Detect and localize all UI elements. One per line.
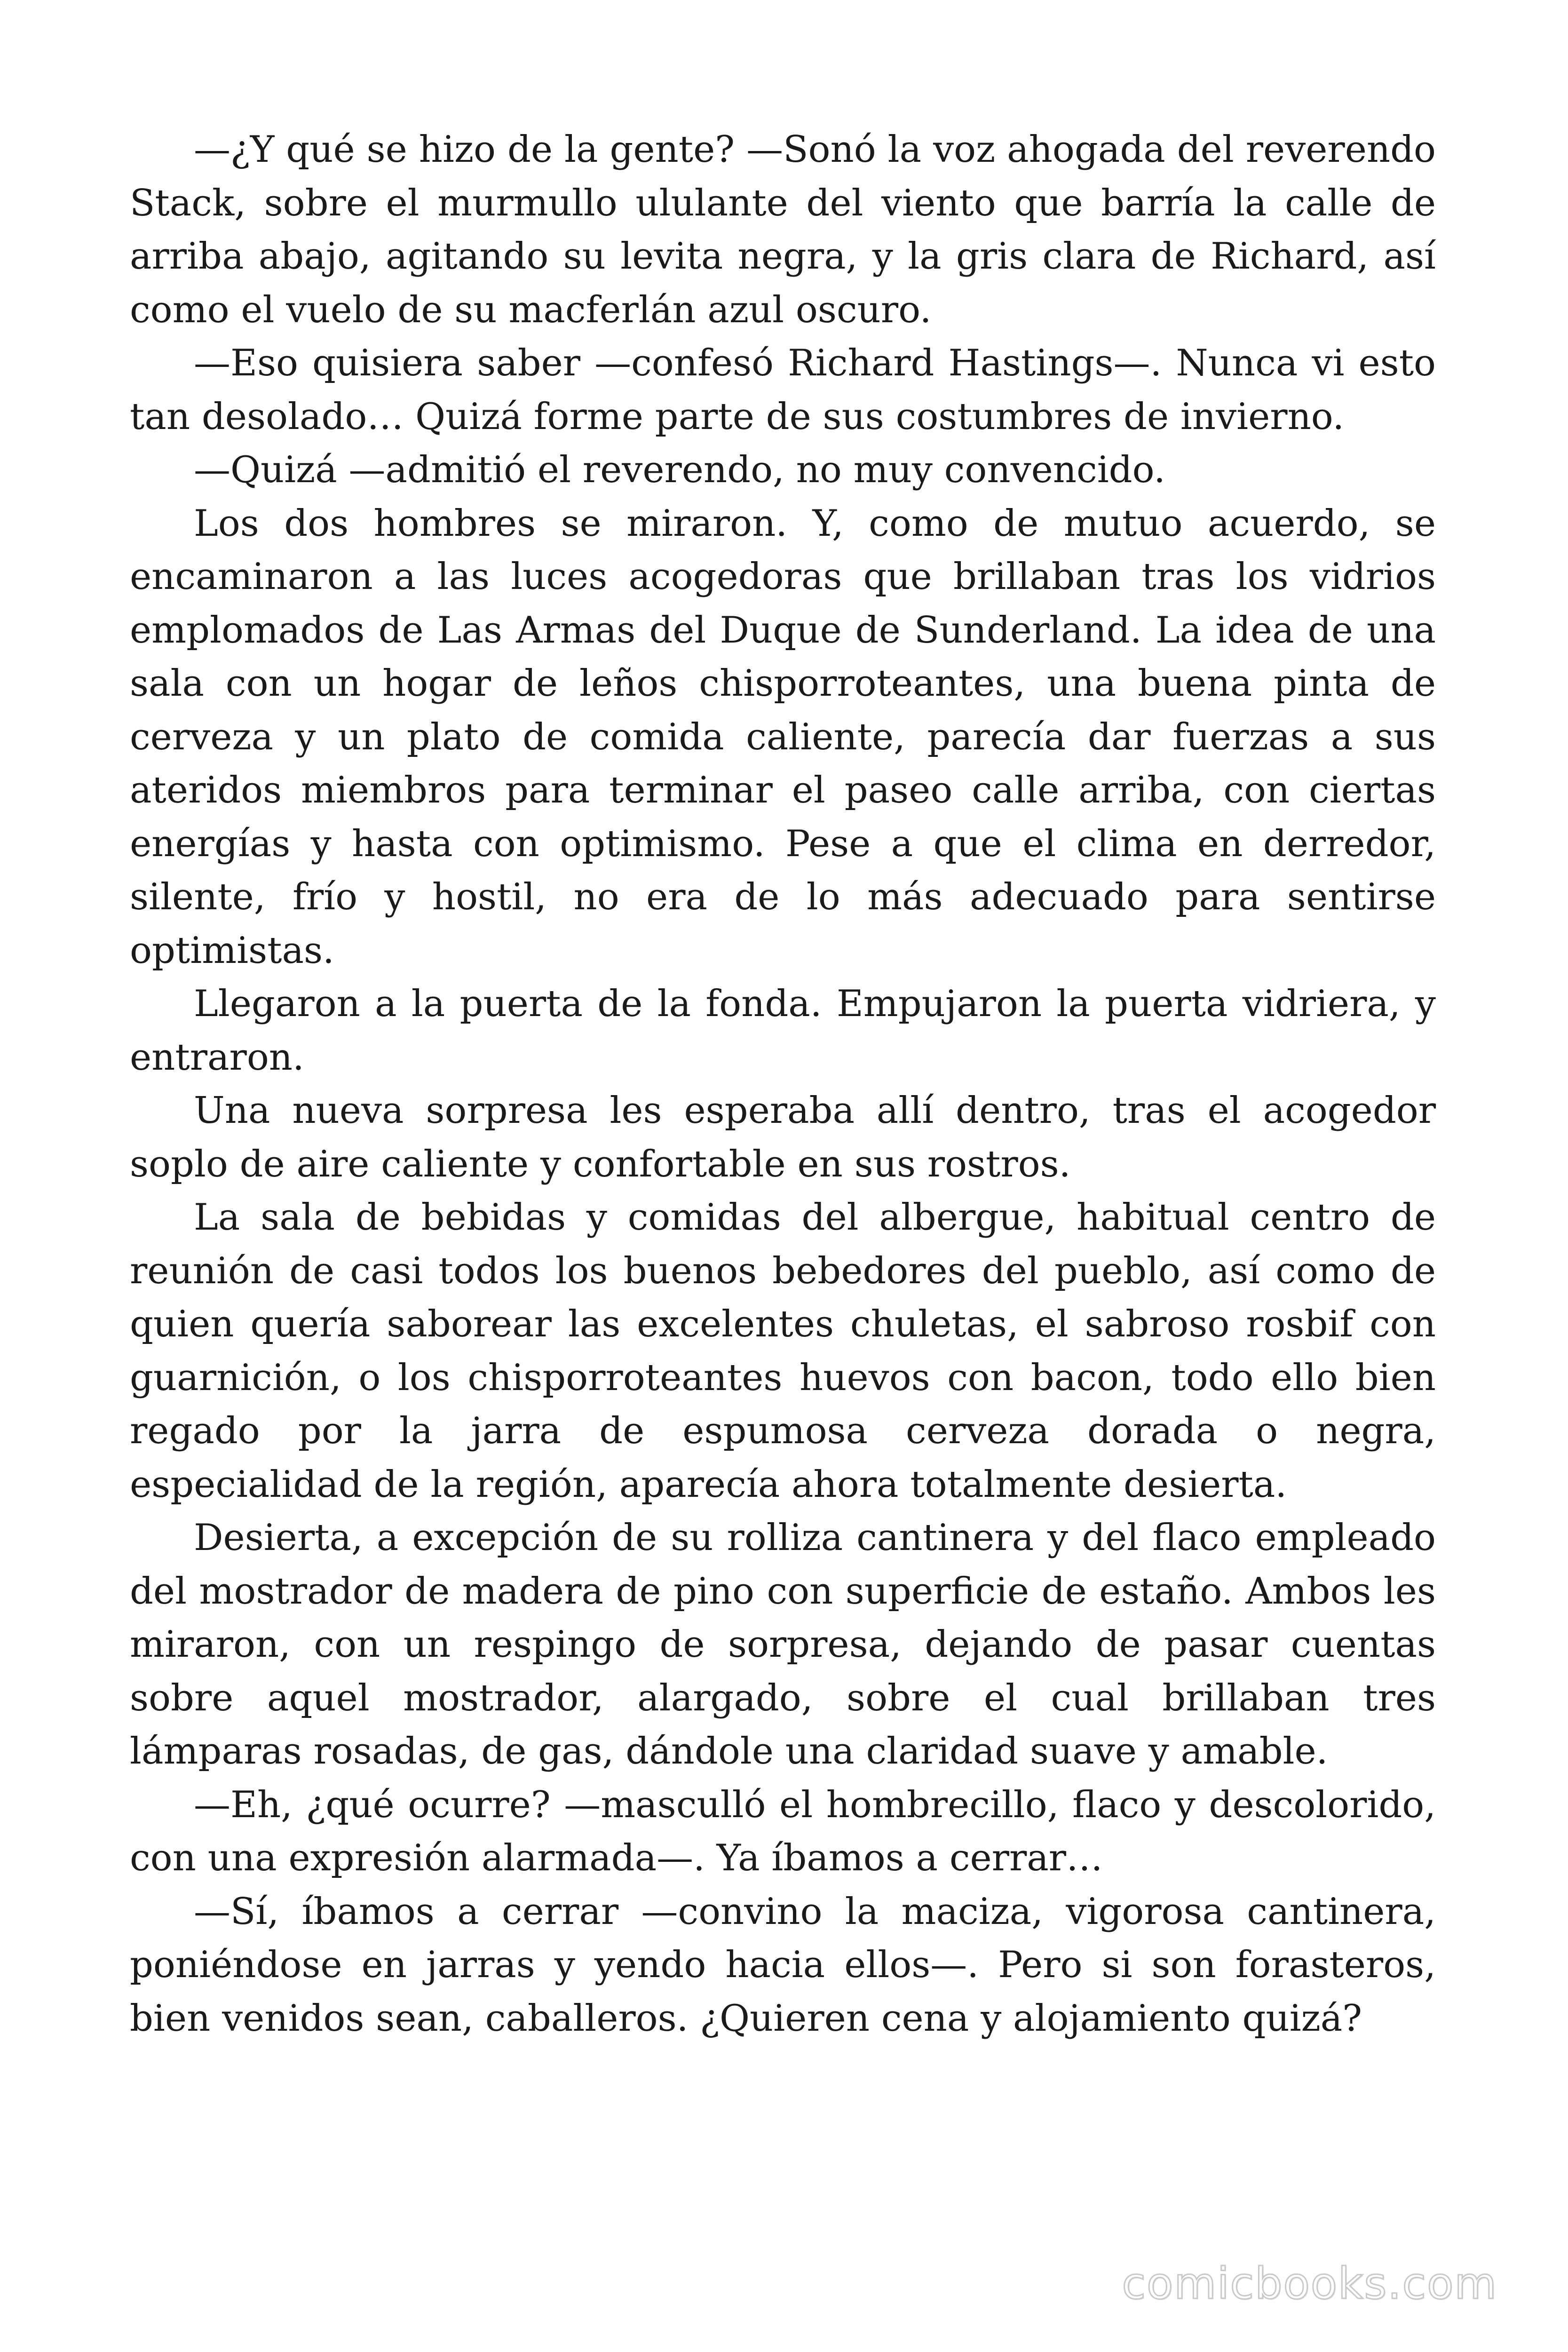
paragraph: —¿Y qué se hizo de la gente? —Sonó la voz ahogada del reverendo Stack, sobre el murmullo ululante del viento que barría la calle de arriba abajo, agitando su levita negra, y la gris clara de Richard, así como el vuelo de su macferlán azul oscuro. bbox=[130, 128, 1436, 331]
paragraph: Llegaron a la puerta de la fonda. Empujaron la puerta vidriera, y entraron. bbox=[130, 983, 1436, 1079]
paragraph: —Eh, ¿qué ocurre? —masculló el hombrecillo, flaco y descolorido, con una expresión alarmada—. Ya íbamos a cerrar… bbox=[130, 1783, 1436, 1879]
paragraph: Desierta, a excepción de su rolliza cantinera y del flaco empleado del mostrador de madera de pino con superficie de estaño. Ambos les miraron, con un respingo de sorpresa, dejando de pasar cuentas sobre aquel mostrador, alargado, sobre el cual brillaban tres lámparas rosadas, de gas, dándole una claridad suave y amable. bbox=[130, 1517, 1436, 1772]
page-body-text bbox=[130, 123, 1436, 2045]
paragraph: —Sí, íbamos a cerrar —convino la maciza, vigorosa cantinera, poniéndose en jarras y yendo hacia ellos—. Pero si son forasteros, bien venidos sean, caballeros. ¿Quieren cena y alojamiento quizá? bbox=[130, 1890, 1436, 2040]
paragraph: La sala de bebidas y comidas del albergue, habitual centro de reunión de casi todos los buenos bebedores del pueblo, así como de quien quería saborear las excelentes chuletas, el sabroso rosbif con guarnición, o los chisporroteantes huevos con bacon, todo ello bien regado por la jarra de espumosa cerveza dorada o negra, especialidad de la región, aparecía ahora totalmente desierta. bbox=[130, 1196, 1436, 1506]
paragraph: Los dos hombres se miraron. Y, como de mutuo acuerdo, se encaminaron a las luces acogedoras que brillaban tras los vidrios emplomados de Las Armas del Duque de Sunderland. La idea de una sala con un hogar de leños chisporroteantes, una buena pinta de cerveza y un plato de comida caliente, parecía dar fuerzas a sus ateridos miembros para terminar el paseo calle arriba, con ciertas energías y hasta con optimismo. Pese a que el clima en derredor, silente, frío y hostil, no era de lo más adecuado para sentirse optimistas. bbox=[130, 502, 1436, 972]
paragraph: Una nueva sorpresa les esperaba allí dentro, tras el acogedor soplo de aire caliente y confortable en sus rostros. bbox=[130, 1089, 1436, 1185]
paragraph: —Eso quisiera saber —confesó Richard Hastings—. Nunca vi esto tan desolado… Quizá forme parte de sus costumbres de invierno. bbox=[130, 342, 1436, 438]
watermark: comicbooks.com bbox=[1122, 2258, 1497, 2309]
paragraph: —Quizá —admitió el reverendo, no muy convencido. bbox=[194, 449, 1165, 491]
